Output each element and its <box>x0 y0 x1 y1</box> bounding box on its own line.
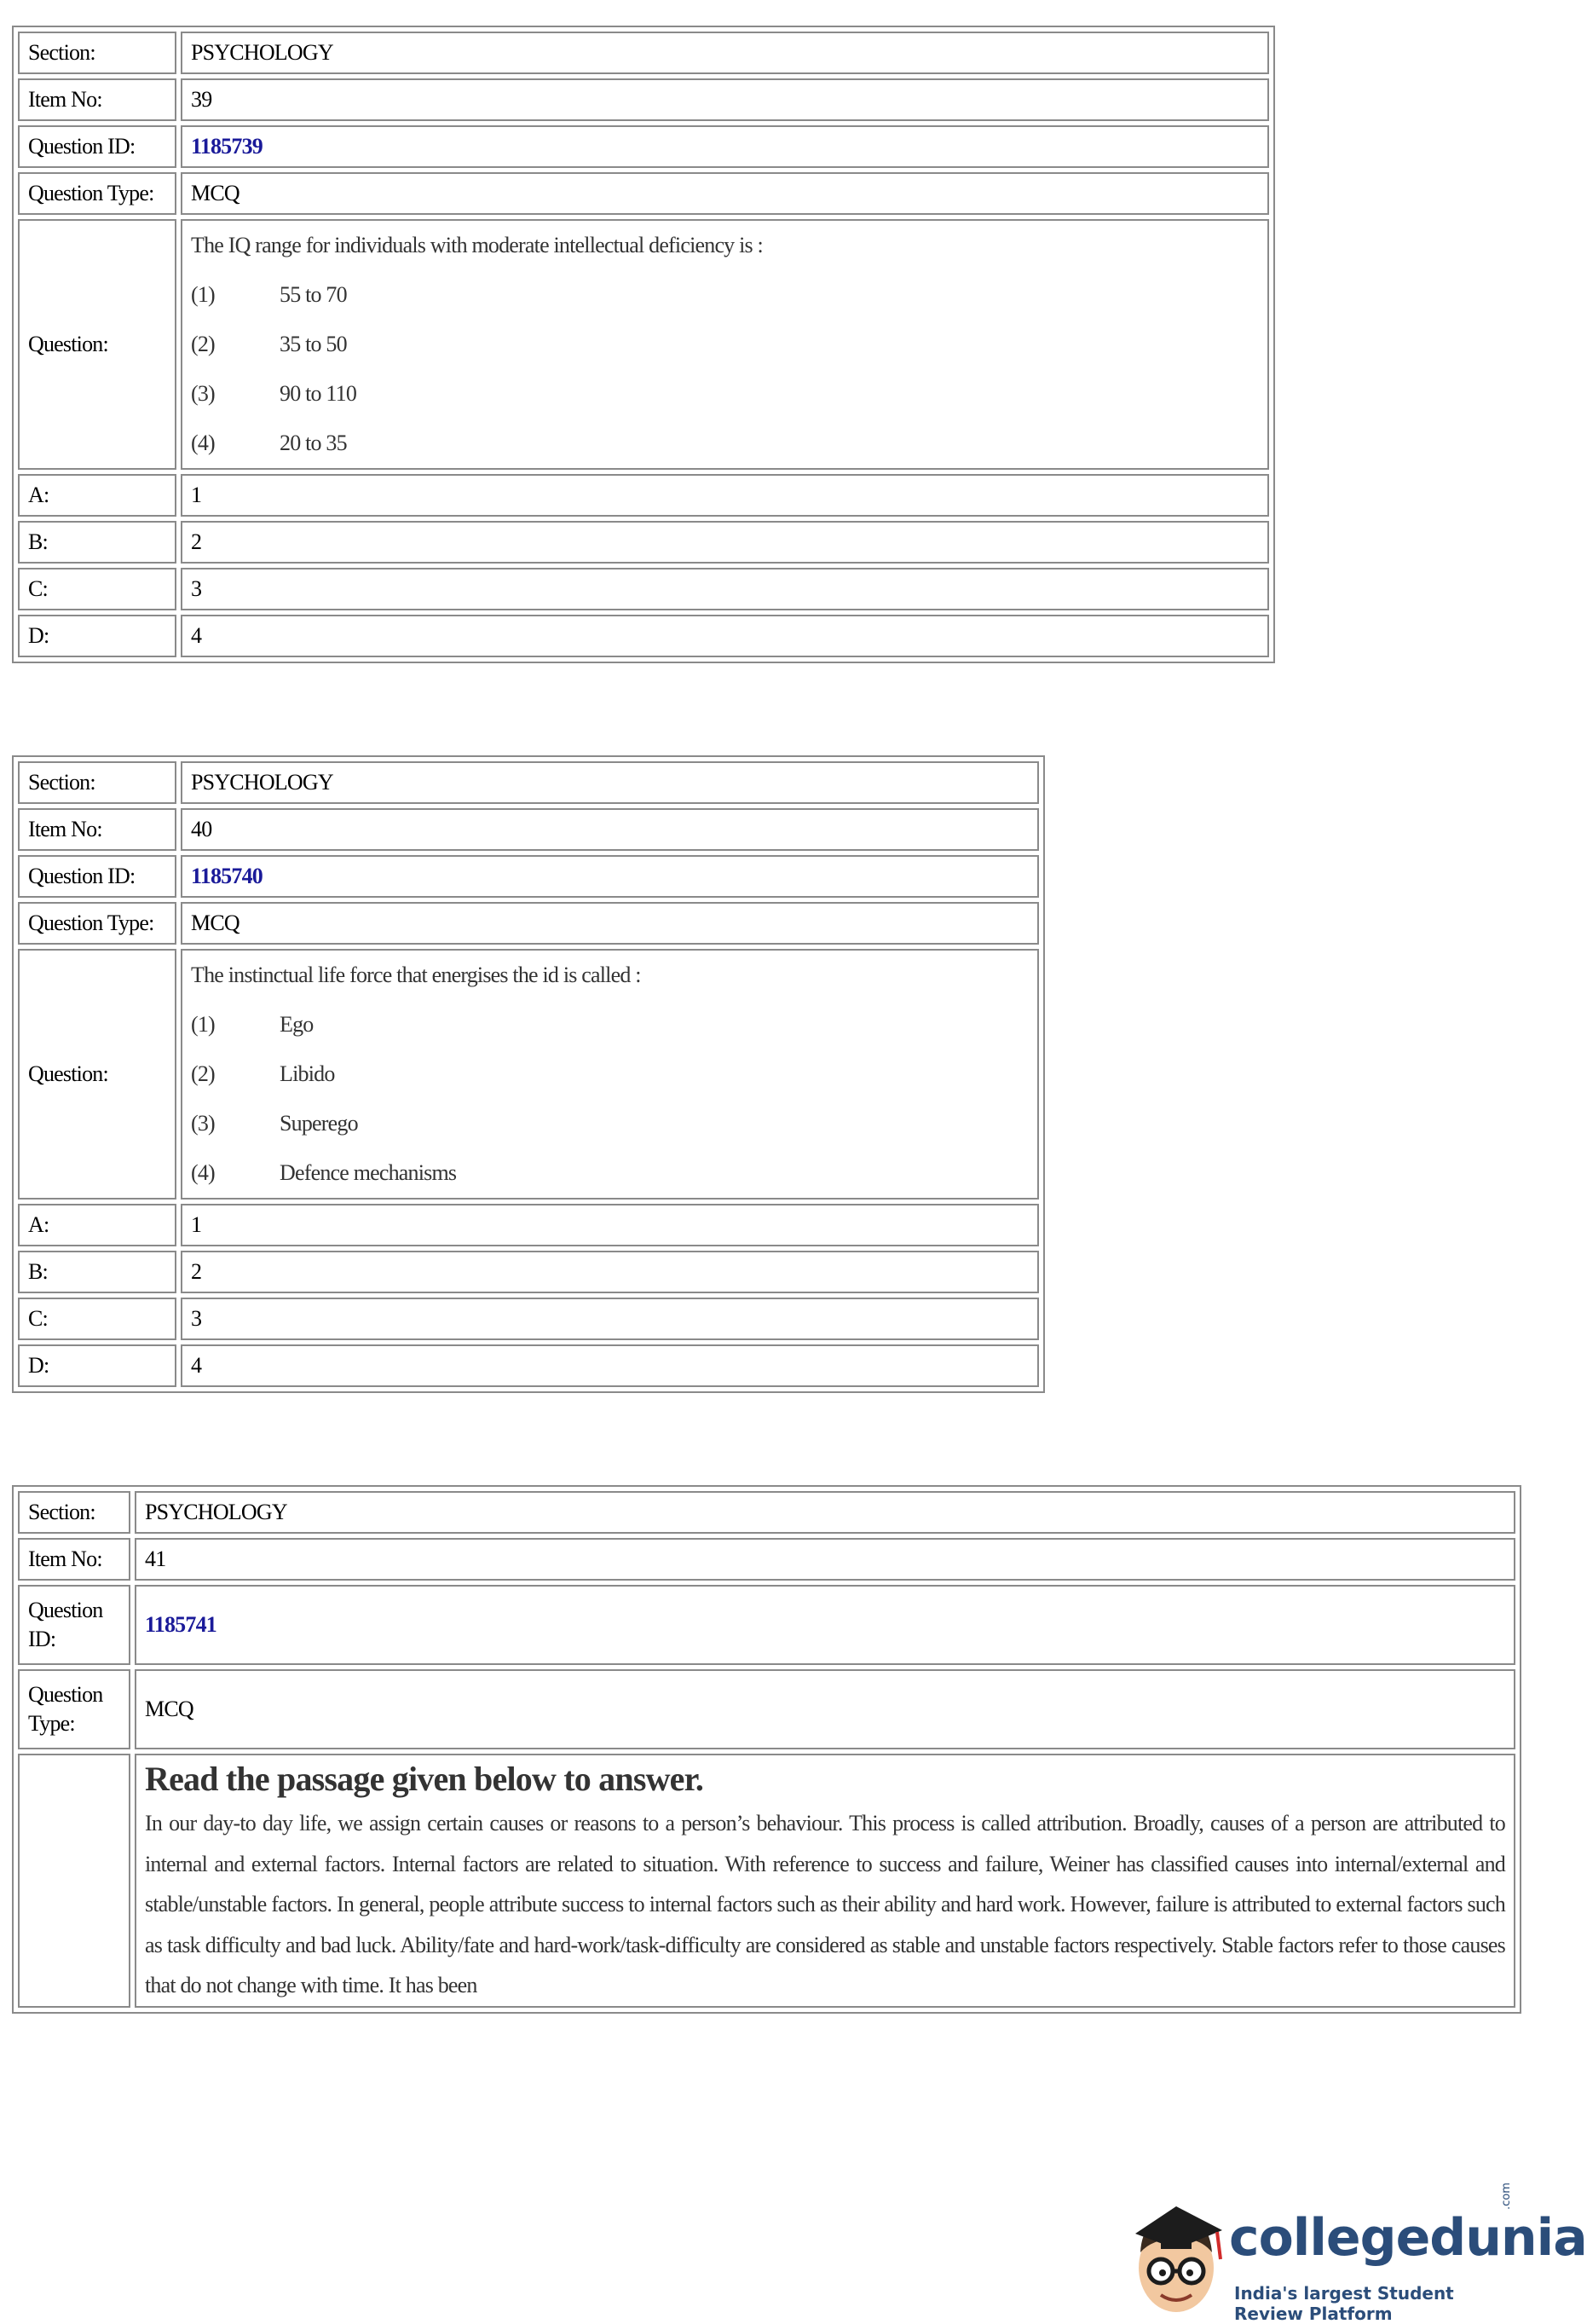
answer-d-label: D: <box>18 615 176 657</box>
question-id-label: Question ID: <box>18 1585 130 1665</box>
answer-b-value: 2 <box>181 521 1269 564</box>
item-no-label: Item No: <box>18 808 176 851</box>
brand-tagline: India's largest Student Review Platform <box>1234 2283 1454 2324</box>
brand-domain: .com <box>1500 2182 1513 2210</box>
question-card-40 <box>12 755 1045 1393</box>
section-value: PSYCHOLOGY <box>181 761 1039 804</box>
question-card-39 <box>12 26 1275 663</box>
question-id-value: 1185739 <box>181 125 1269 168</box>
passage-heading: Read the passage given below to answer. <box>145 1760 704 1798</box>
question-content <box>181 949 1039 1200</box>
answer-d-value: 4 <box>181 615 1269 657</box>
answer-a-value: 1 <box>181 474 1269 517</box>
option-1 <box>191 270 1259 320</box>
option-number: (4) <box>191 431 215 455</box>
option-text: 20 to 35 <box>280 431 347 455</box>
option-4 <box>191 1148 1029 1198</box>
answer-b-value: 2 <box>181 1251 1039 1293</box>
question-label: Question: <box>18 949 176 1200</box>
question-label: Question: <box>18 219 176 470</box>
answer-d-label: D: <box>18 1344 176 1387</box>
item-no-label: Item No: <box>18 1538 130 1581</box>
answer-b-label: B: <box>18 521 176 564</box>
option-1 <box>191 1000 1029 1049</box>
option-number: (2) <box>191 1061 215 1086</box>
question-card-41 <box>12 1485 1521 2014</box>
option-number: (1) <box>191 1012 215 1037</box>
answer-c-value: 3 <box>181 568 1269 610</box>
passage-text: In our day-to day life, we assign certain causes or reasons to a person’s behaviour. This process is called attribution. Broadly, causes of a person are attributed to internal and external factors. Internal factors are related to situation. With reference to success and failure, Weiner has classified causes into internal/external and stable/unstable factors. In general, people attribute success to internal factors such as their ability and hard work. However, failure is attributed to external factors such as task difficulty and bad luck. Ability/fate and hard-work/task-difficulty are considered as stable and unstable factors respectively. Stable factors refer to those causes that do not change with time. It has been <box>145 1811 1505 1997</box>
option-number: (2) <box>191 332 215 356</box>
item-no-value: 41 <box>135 1538 1515 1581</box>
item-no-value: 40 <box>181 808 1039 851</box>
question-id-label: Question ID: <box>18 125 176 168</box>
item-no-value: 39 <box>181 78 1269 121</box>
option-text: 35 to 50 <box>280 332 347 356</box>
option-text: 55 to 70 <box>280 282 347 307</box>
answer-a-label: A: <box>18 1204 176 1246</box>
option-2 <box>191 1049 1029 1099</box>
question-id-label: Question ID: <box>18 855 176 898</box>
question-type-label: Question Type: <box>18 1669 130 1749</box>
brand-name: collegedunia <box>1229 2208 1587 2268</box>
section-label: Section: <box>18 1491 130 1534</box>
answer-a-value: 1 <box>181 1204 1039 1246</box>
section-value: PSYCHOLOGY <box>181 32 1269 74</box>
option-3 <box>191 369 1259 419</box>
option-number: (3) <box>191 381 215 406</box>
question-content <box>181 219 1269 470</box>
option-4 <box>191 419 1259 468</box>
answer-c-label: C: <box>18 568 176 610</box>
question-type-label: Question Type: <box>18 172 176 215</box>
section-label: Section: <box>18 761 176 804</box>
option-text: 90 to 110 <box>280 381 357 406</box>
option-text: Ego <box>280 1012 314 1037</box>
answer-a-label: A: <box>18 474 176 517</box>
answer-c-value: 3 <box>181 1298 1039 1340</box>
question-label-empty <box>18 1754 130 2008</box>
collegedunia-logo <box>1123 2182 1587 2324</box>
option-3 <box>191 1099 1029 1148</box>
option-number: (4) <box>191 1160 215 1185</box>
item-no-label: Item No: <box>18 78 176 121</box>
question-stem: The IQ range for individuals with moderate intellectual deficiency is : <box>191 233 763 257</box>
passage-content <box>135 1754 1515 2008</box>
answer-b-label: B: <box>18 1251 176 1293</box>
option-text: Superego <box>280 1111 358 1136</box>
option-text: Libido <box>280 1061 335 1086</box>
question-id-value: 1185741 <box>135 1585 1515 1665</box>
option-text: Defence mechanisms <box>280 1160 457 1185</box>
question-type-value: MCQ <box>181 172 1269 215</box>
answer-d-value: 4 <box>181 1344 1039 1387</box>
question-stem: The instinctual life force that energises the id is called : <box>191 963 641 987</box>
option-number: (3) <box>191 1111 215 1136</box>
option-2 <box>191 320 1259 369</box>
section-label: Section: <box>18 32 176 74</box>
question-type-value: MCQ <box>135 1669 1515 1749</box>
answer-c-label: C: <box>18 1298 176 1340</box>
question-type-label: Question Type: <box>18 902 176 945</box>
section-value: PSYCHOLOGY <box>135 1491 1515 1534</box>
question-id-value: 1185740 <box>181 855 1039 898</box>
question-type-value: MCQ <box>181 902 1039 945</box>
mascot-icon <box>1123 2200 1234 2321</box>
option-number: (1) <box>191 282 215 307</box>
